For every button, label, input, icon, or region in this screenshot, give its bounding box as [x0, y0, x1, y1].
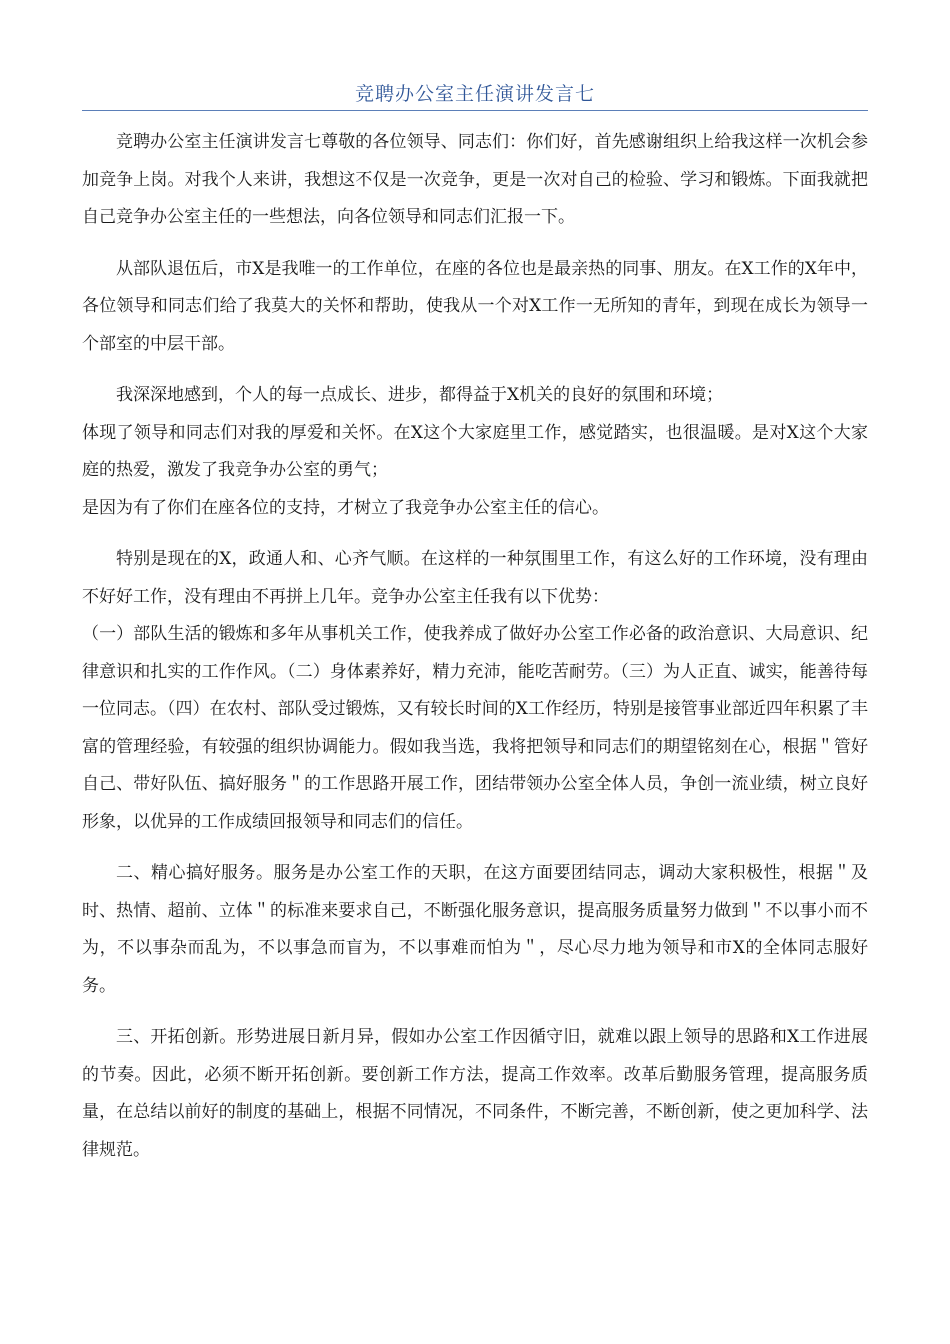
paragraph-advantages [82, 541, 868, 841]
paragraph-innovation: 三、开拓创新。形势进展日新月异，假如办公室工作因循守旧，就难以跟上领导的思路和X工作进展的节奏。因此，必须不断开拓创新。要创新工作方法，提高工作效率。改革后勤服务管理，提高服务质量，在总结以前好的制度的基础上，根据不同情况，不同条件，不断完善，不断创新，使之更加科学、法律规范。 [82, 1027, 868, 1160]
paragraph-advantages-intro: 特别是现在的X，政通人和、心齐气顺。在这样的一种氛围里工作，有这么好的工作环境，没有理由不好好工作，没有理由不再拼上几年。竞争办公室主任我有以下优势： [82, 549, 868, 607]
document-body [82, 124, 868, 1183]
paragraph-gratitude [82, 377, 868, 527]
paragraph-gratitude-line-2: 体现了领导和同志们对我的厚爱和关怀。在X这个大家庭里工作，感觉踏实，也很温暖。是对X这个大家庭的热爱，激发了我竞争办公室的勇气； [82, 422, 868, 480]
document-page [82, 0, 868, 1344]
paragraph-service: 二、精心搞好服务。服务是办公室工作的天职，在这方面要团结同志，调动大家积极性，根据＂及时、热情、超前、立体＂的标准来要求自己，不断强化服务意识，提高服务质量努力做到＂不以事小而不为，不以事杂而乱为，不以事急而盲为，不以事难而怕为＂，尽心尽力地为领导和市X的全体同志服好务。 [82, 863, 868, 996]
paragraph-background: 从部队退伍后，市X是我唯一的工作单位，在座的各位也是最亲热的同事、朋友。在X工作的X年中，各位领导和同志们给了我莫大的关怀和帮助，使我从一个对X工作一无所知的青年，到现在成长为领导一个部室的中层干部。 [82, 258, 868, 354]
document-header [82, 80, 868, 111]
paragraph-gratitude-line-3: 是因为有了你们在座各位的支持，才树立了我竞争办公室主任的信心。 [82, 497, 609, 518]
paragraph-advantages-list: （一）部队生活的锻炼和多年从事机关工作，使我养成了做好办公室工作必备的政治意识、大局意识、纪律意识和扎实的工作作风。（二）身体素养好，精力充沛，能吃苦耐劳。（三）为人正直、诚实，能善待每一位同志。（四）在农村、部队受过锻炼，又有较长时间的X工作经历，特别是接管事业部近四年积累了丰富的管理经验，有较强的组织协调能力。假如我当选，我将把领导和同志们的期望铭刻在心，根据＂管好自己、带好队伍、搞好服务＂的工作思路开展工作，团结带领办公室全体人员，争创一流业绩，树立良好形象，以优异的工作成绩回报领导和同志们的信任。 [82, 624, 868, 832]
paragraph-opening: 竞聘办公室主任演讲发言七尊敬的各位领导、同志们：你们好，首先感谢组织上给我这样一次机会参加竞争上岗。对我个人来讲，我想这不仅是一次竞争，更是一次对自己的检验、学习和锻炼。下面我就把自己竞争办公室主任的一些想法，向各位领导和同志们汇报一下。 [82, 132, 868, 227]
paragraph-gratitude-line-1: 我深深地感到，个人的每一点成长、进步，都得益于X机关的良好的氛围和环境； [116, 385, 724, 405]
document-title: 竞聘办公室主任演讲发言七 [354, 83, 595, 105]
